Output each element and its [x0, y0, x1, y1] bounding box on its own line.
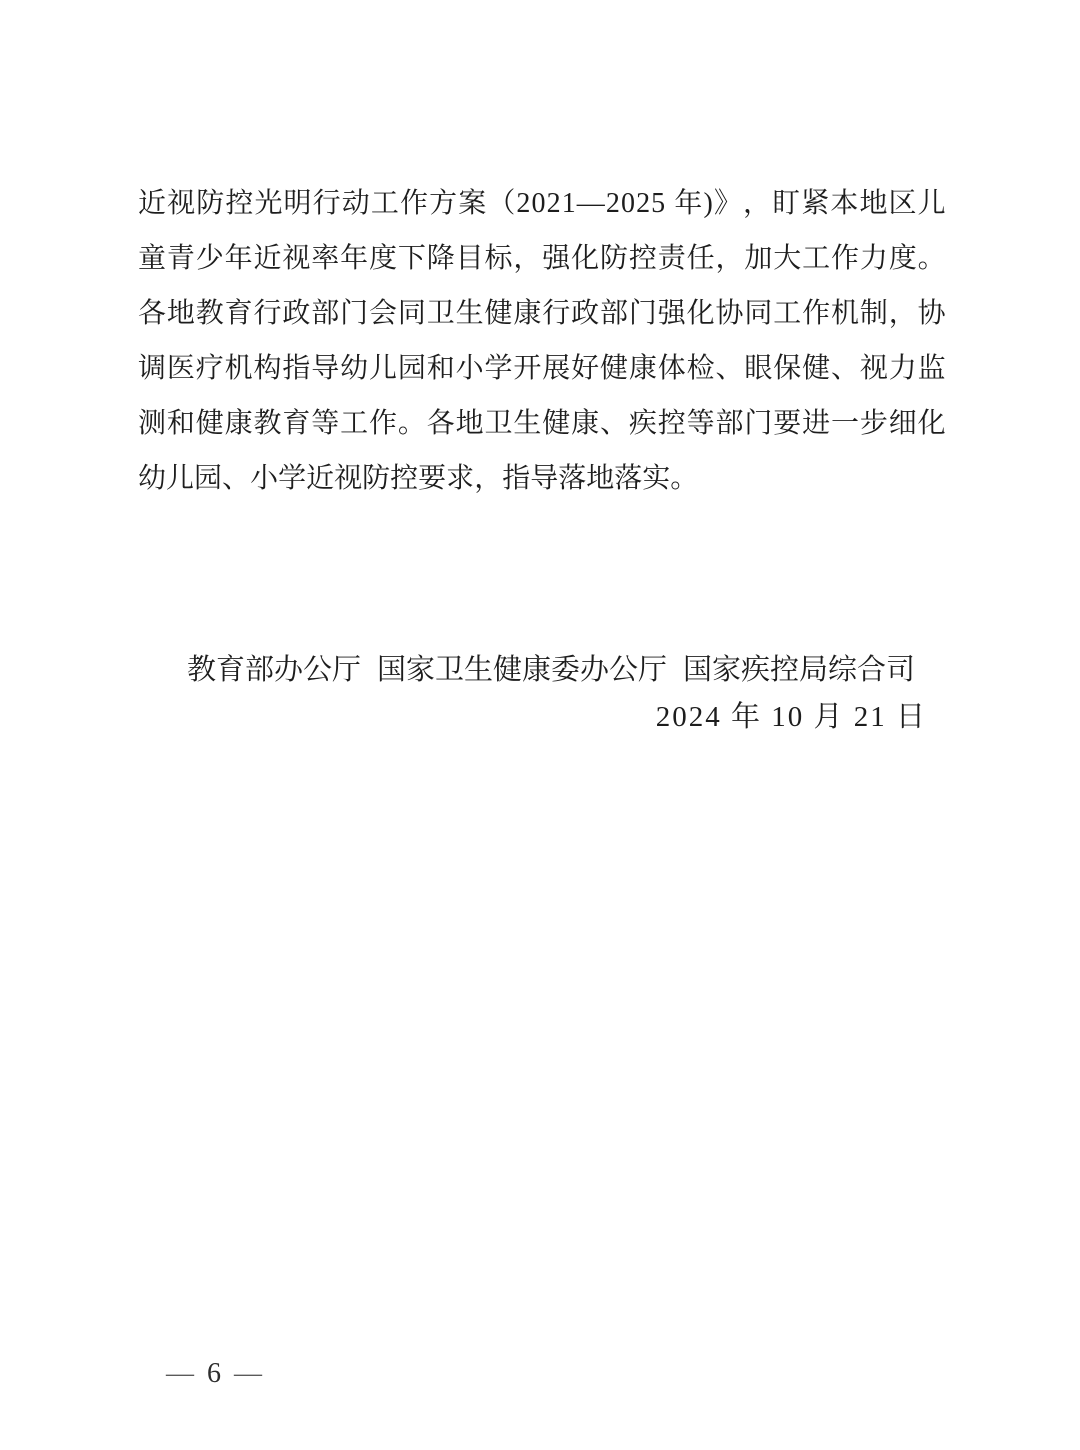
issue-date: 2024 年 10 月 21 日	[655, 701, 927, 733]
signer-moe-office: 教育部办公厅	[187, 654, 362, 686]
paragraph-line: 幼 儿 园 、 小 学 近 视 防 控 要 求 ， 指 导 落 地 落 实 。	[138, 463, 699, 494]
paragraph-block	[138, 176, 946, 506]
page-number: 6	[207, 1358, 221, 1389]
page-footer	[166, 1357, 262, 1391]
paragraph-line: 各 地 教 育 行 政 部 门 会 同 卫 生 健 康 行 政 部 门 强 化 协 同 工 作 机 制 ， 协	[138, 298, 946, 329]
footer-left-dash: —	[166, 1358, 194, 1389]
signer-nhc-office: 国家卫生健康委办公厅	[376, 654, 667, 686]
paragraph-line: 近 视 防 控 光 明 行 动 工 作 方 案 （ 2 0 2 1 — 2 0 2 5 年 ) 》 ， 盯 紧 本 地 区 儿	[138, 188, 946, 219]
paragraph-line: 童 青 少 年 近 视 率 年 度 下 降 目 标 ， 强 化 防 控 责 任 ， 加 大 工 作 力 度 。	[138, 243, 946, 274]
signature-row	[187, 650, 915, 690]
signer-ndcpa-office: 国家疾控局综合司	[682, 654, 915, 686]
paragraph-line: 调 医 疗 机 构 指 导 幼 儿 园 和 小 学 开 展 好 健 康 体 检 、 眼 保 健 、 视 力 监	[138, 353, 946, 384]
footer-right-dash: —	[234, 1358, 262, 1389]
paragraph-line: 测 和 健 康 教 育 等 工 作 。 各 地 卫 生 健 康 、 疾 控 等 部 门 要 进 一 步 细 化	[138, 408, 946, 439]
